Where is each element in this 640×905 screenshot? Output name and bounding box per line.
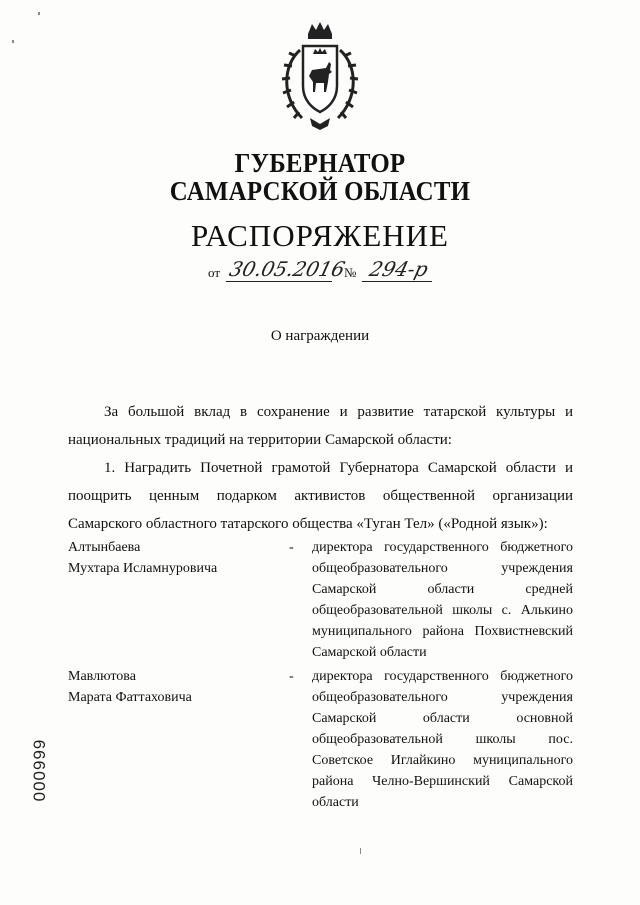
number-label: №: [344, 265, 357, 280]
margin-serial-text: 000999: [30, 738, 49, 802]
number-underline: [362, 281, 432, 282]
date-underline: [226, 281, 332, 282]
scan-speck: [12, 40, 14, 43]
entry-dash: -: [289, 540, 294, 555]
margin-serial-number: [30, 738, 50, 802]
scan-speck: [38, 12, 40, 15]
document-subject: О награждении: [270, 328, 370, 344]
issuer-title-line-1: ГУБЕРНАТОР: [234, 148, 406, 178]
date-number-line: [200, 255, 440, 285]
awardee-name: [68, 537, 278, 579]
awardee-position: директора государственного бюджетного общеобразовательного учреждения Самарской области средней общеобразовательной школы с. Алькино муниципального района Похвистневский Самарской области: [312, 540, 573, 660]
handwritten-date: 30.05.2016: [227, 257, 348, 281]
date-label: от: [208, 265, 221, 280]
document-type-heading: РАСПОРЯЖЕНИЕ: [191, 218, 449, 253]
awardee-given-name: Марата Фаттаховича: [68, 690, 192, 705]
entry-dash: -: [289, 669, 294, 684]
order-paragraph: 1. Наградить Почетной грамотой Губернатора Самарской области и поощрить ценным подарком активистов общественной организации Самарского областного татарского общества «Туган Тел» («Родной язык»):: [68, 460, 573, 532]
awardee-surname: Алтынбаева: [68, 540, 141, 555]
awardee-surname: Мавлютова: [68, 669, 136, 684]
handwritten-number: 294-р: [367, 257, 431, 281]
issuer-title-line-2: САМАРСКОЙ ОБЛАСТИ: [169, 176, 471, 206]
awardee-name: [68, 666, 278, 708]
scan-speck: [360, 848, 361, 854]
awardee-position: директора государственного бюджетного общеобразовательного учреждения Самарской области основной общеобразовательной школы пос. Советское Иглайкино муниципального района Челно-Вершинский Самарской области: [312, 669, 573, 810]
awardee-given-name: Мухтара Исламнуровича: [68, 561, 218, 576]
preamble-paragraph: За большой вклад в сохранение и развитие татарской культуры и национальных традиций на территории Самарской области:: [68, 404, 573, 448]
samara-coat-of-arms-icon: [272, 20, 368, 132]
